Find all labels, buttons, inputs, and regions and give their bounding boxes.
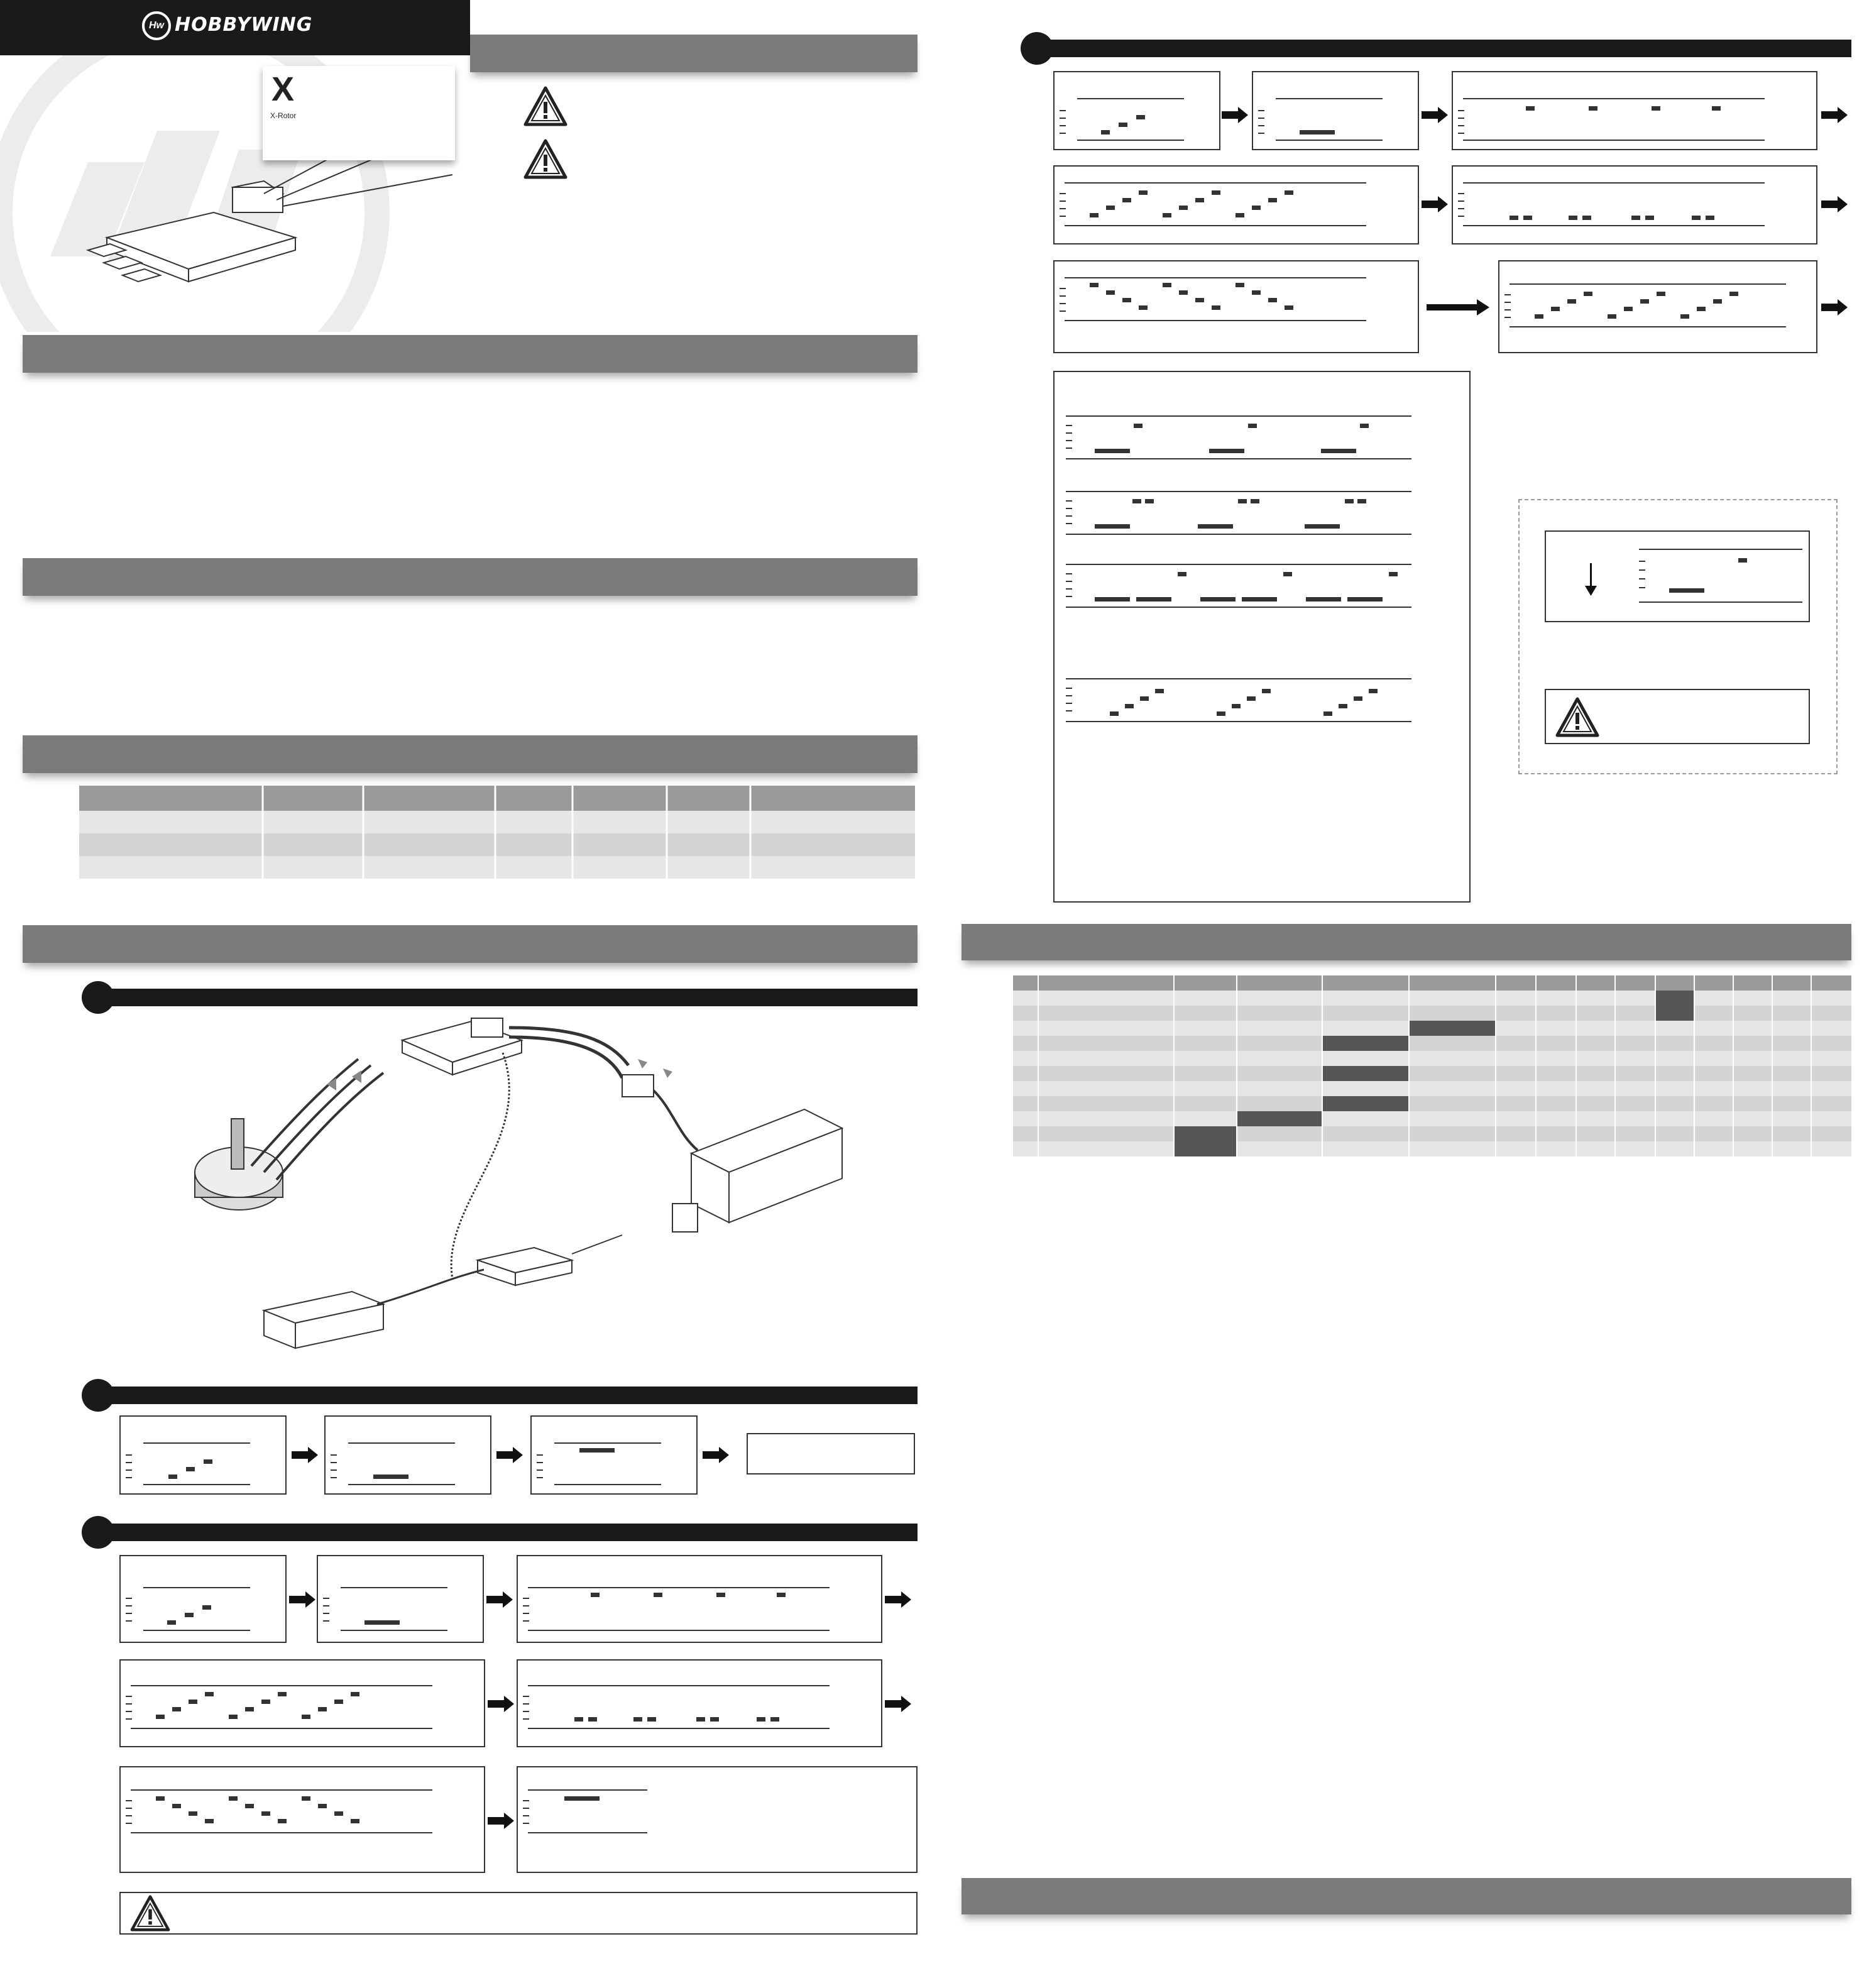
product-line: X-Rotor (270, 111, 297, 120)
program-mode-box (1053, 371, 1471, 903)
long-right-arrow-icon (1427, 299, 1489, 316)
receiver-illustration (478, 1248, 572, 1285)
program-box-illustration (264, 1292, 383, 1348)
beep-box-r-long-low (1252, 71, 1419, 150)
note-warning-box (1545, 689, 1810, 744)
right-arrow-icon (885, 1591, 911, 1608)
power-on-result-box (747, 1433, 915, 1475)
brand-header (0, 0, 470, 55)
right-arrow-icon (486, 1591, 513, 1608)
beep-box-power-on-long-low (324, 1415, 491, 1495)
spec-table (79, 786, 915, 879)
right-arrow-icon (289, 1591, 315, 1608)
subbar-throttle-calibration (92, 1524, 918, 1541)
beep-box-r-falling (1053, 260, 1419, 353)
subbar-right-calibration (1031, 40, 1851, 57)
right-arrow-icon (703, 1447, 729, 1463)
warning-triangle-icon (523, 85, 568, 127)
right-arrow-icon (1821, 107, 1848, 123)
right-arrow-icon (488, 1696, 514, 1712)
beep-box-power-on-rising (119, 1415, 287, 1495)
beep-box-r-quad-rising (1498, 260, 1817, 353)
product-label (263, 66, 455, 160)
beep-box-cal-long-low (317, 1555, 484, 1643)
beep-box-cal-triple-rising (119, 1659, 485, 1747)
down-arrow-icon (1585, 563, 1597, 596)
section-bar-specifications (23, 735, 918, 773)
right-arrow-icon (1422, 107, 1448, 123)
battery-illustration (691, 1109, 842, 1222)
program-table (1013, 975, 1851, 1165)
calibration-warning-box (119, 1892, 918, 1935)
beep-box-cal-single-high (517, 1555, 882, 1643)
beep-box-r-rising (1053, 71, 1220, 150)
section-bar-features (23, 558, 918, 596)
right-arrow-icon (488, 1813, 514, 1829)
beep-box-r-double-low (1452, 165, 1817, 244)
beep-box-cal-long-high (517, 1766, 918, 1873)
product-logo: X (271, 70, 295, 108)
warning-triangle-icon (523, 138, 568, 180)
right-arrow-icon (1422, 196, 1448, 212)
brand-logo: HOBBYWING (175, 14, 313, 36)
attention-header-bar (470, 35, 918, 72)
subbar-power-on (92, 1387, 918, 1404)
right-arrow-icon (885, 1696, 911, 1712)
beep-box-power-on-long-high (530, 1415, 698, 1495)
beep-box-r-single-high (1452, 71, 1817, 150)
warning-triangle-icon (129, 1894, 171, 1932)
right-arrow-icon (1222, 107, 1248, 123)
section-bar-introduction (23, 335, 918, 373)
wiring-diagram (170, 1015, 855, 1367)
right-arrow-icon (1821, 196, 1848, 212)
warning-triangle-icon (1555, 696, 1600, 738)
note-beep-box (1545, 530, 1810, 622)
section-bar-programmable-items (962, 924, 1851, 960)
right-arrow-icon (292, 1447, 318, 1463)
right-arrow-icon (496, 1447, 523, 1463)
section-bar-connection (23, 925, 918, 963)
beep-box-cal-falling (119, 1766, 485, 1873)
right-arrow-icon (1821, 299, 1848, 316)
note-panel (1518, 499, 1838, 774)
brand-badge-icon: Hw (142, 11, 171, 40)
beep-box-cal-rising (119, 1555, 287, 1643)
subbar-wiring-diagram (92, 989, 918, 1006)
beep-box-cal-double-low (517, 1659, 882, 1747)
section-bar-bottom (962, 1878, 1851, 1914)
beep-box-r-triple-rising (1053, 165, 1419, 244)
